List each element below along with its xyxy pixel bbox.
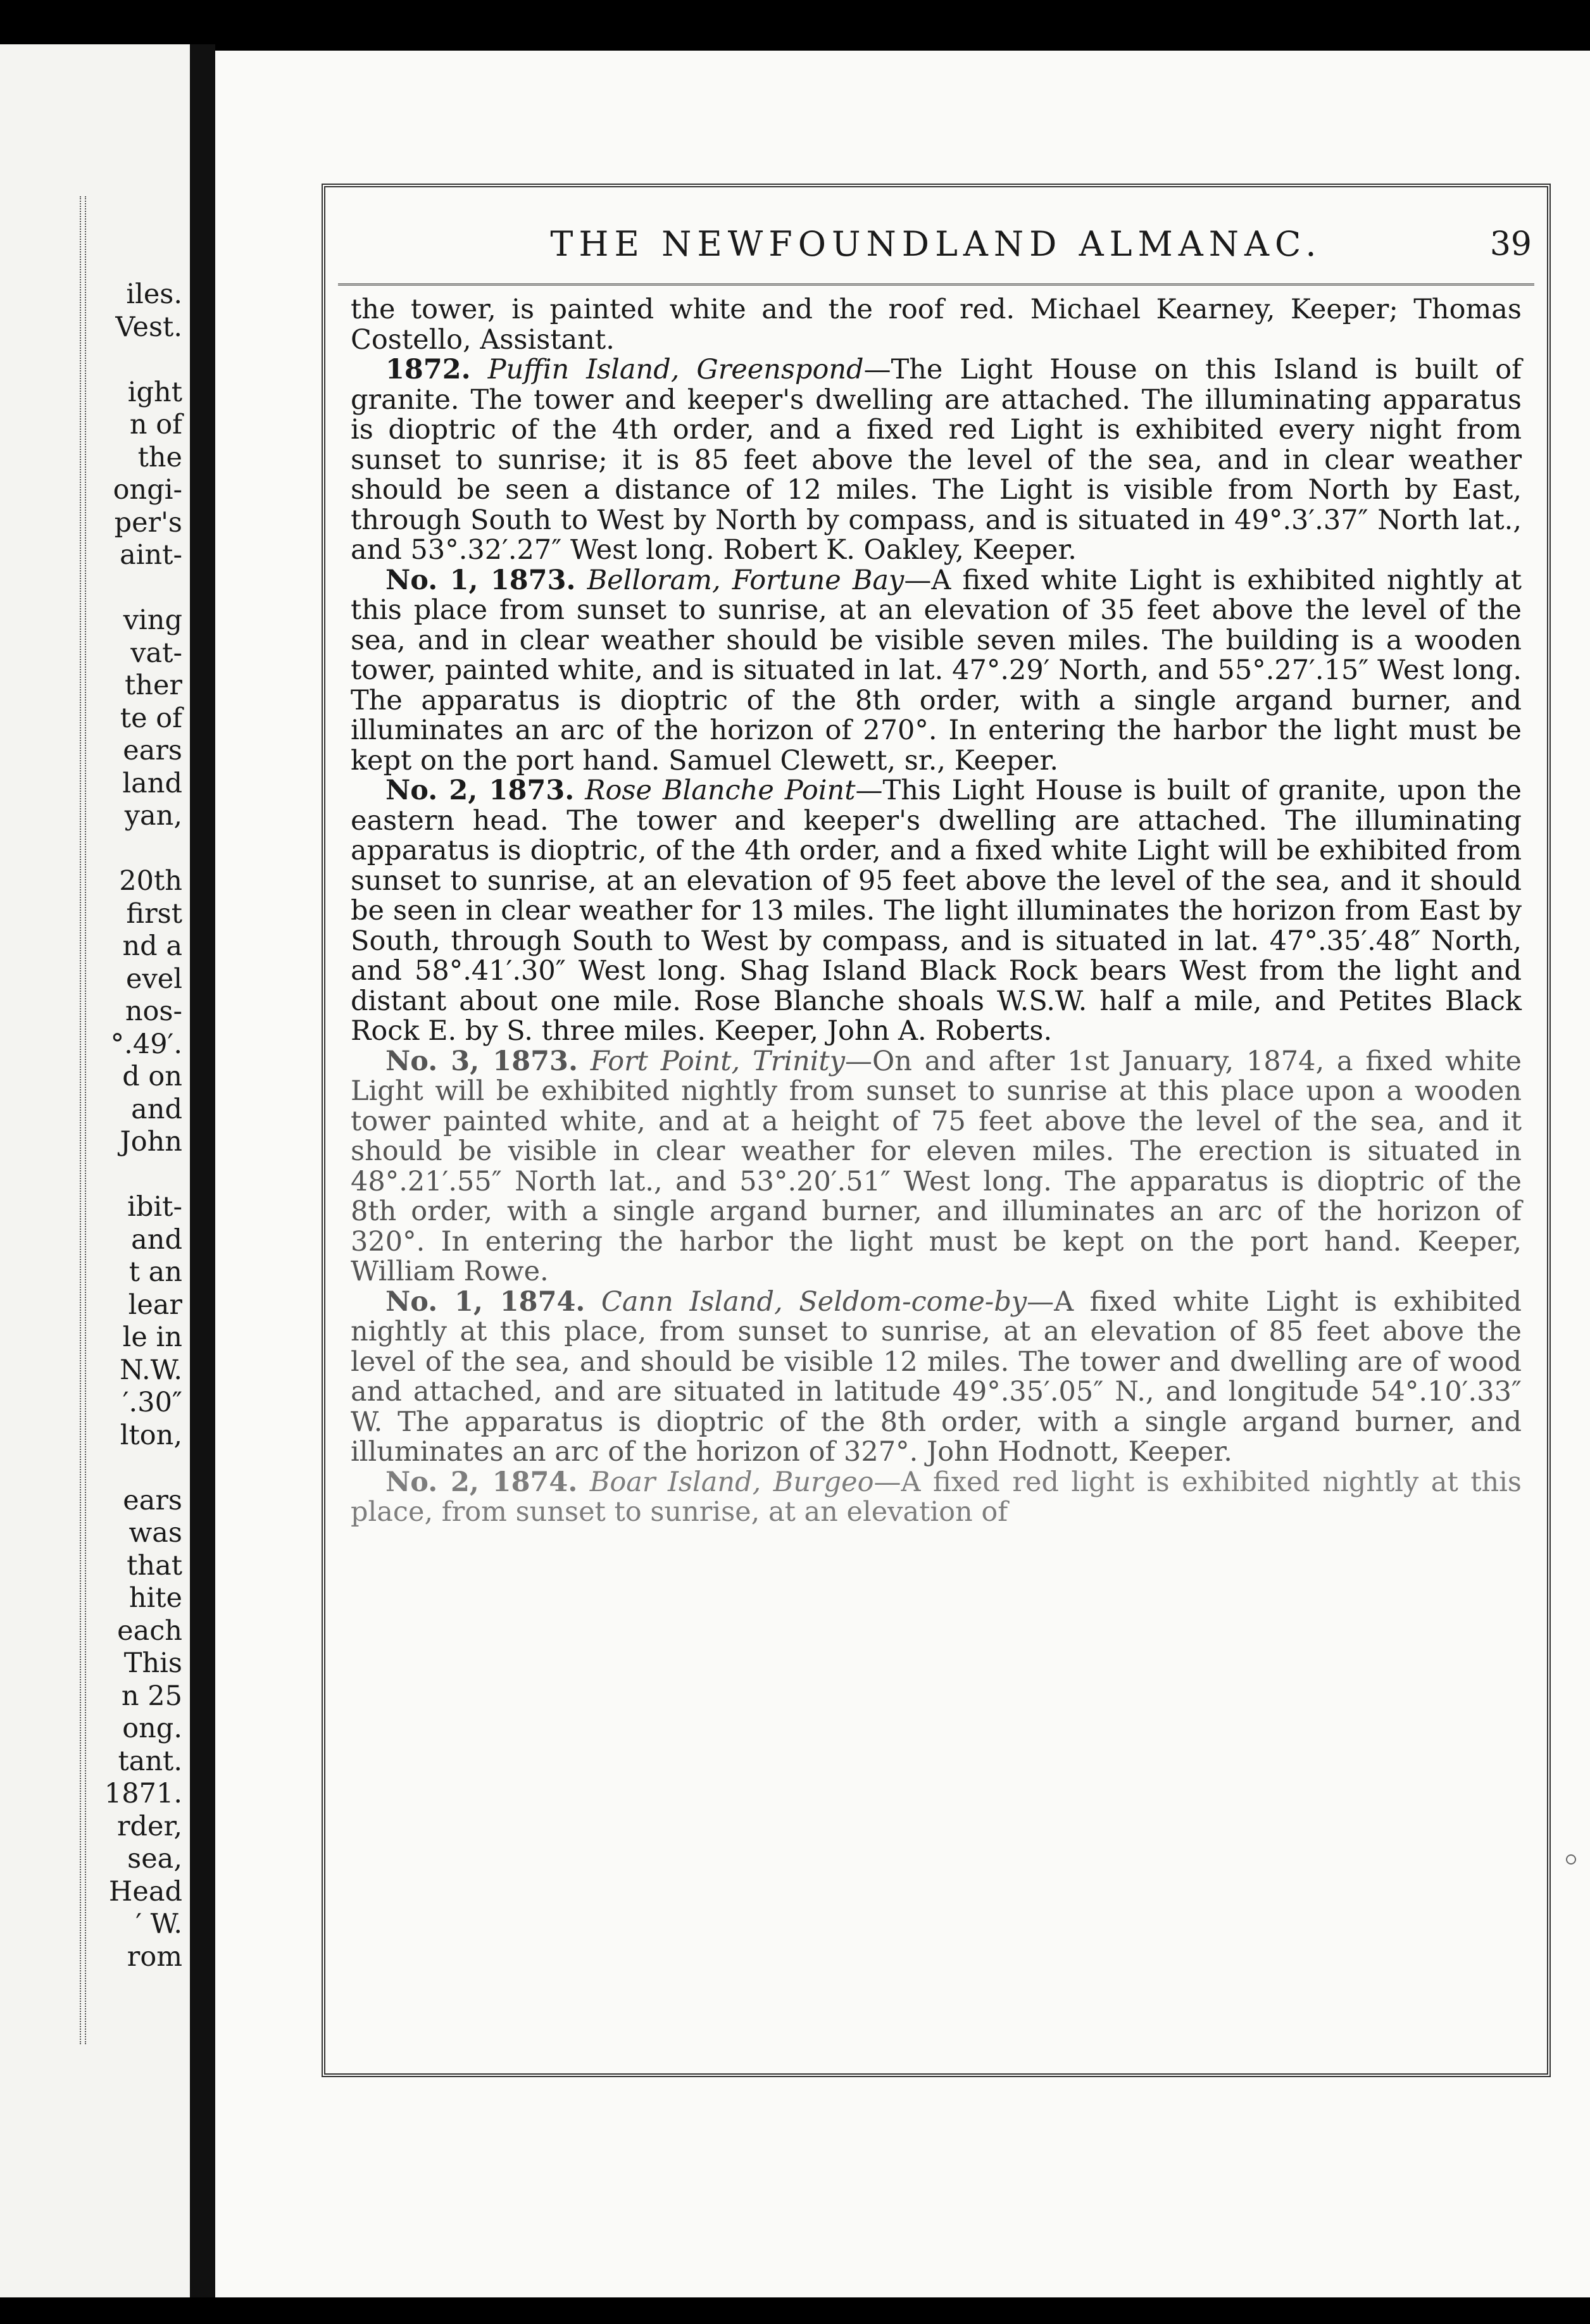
- entry-number: No. 1, 1873.: [385, 564, 576, 596]
- facing-page-fragment: and: [131, 1223, 182, 1256]
- facing-page-fragment: the: [137, 441, 182, 473]
- page-frame: [322, 184, 1551, 2077]
- entry-number: No. 3, 1873.: [385, 1045, 578, 1077]
- entry-no2-1873: [351, 776, 1522, 1047]
- entry-place: Boar Island, Burgeo: [589, 1466, 874, 1498]
- facing-page-fragment: 1871.: [104, 1778, 182, 1809]
- facing-page-fragment: iles.: [126, 278, 182, 310]
- book-gutter: [190, 44, 215, 2297]
- body-text: [351, 295, 1522, 1528]
- entry-no1-1874: [351, 1287, 1522, 1468]
- facing-page-fragment: sea,: [127, 1843, 182, 1875]
- facing-page-fragment: rder,: [116, 1810, 182, 1842]
- facing-page-fragment: rom: [127, 1940, 182, 1973]
- facing-page-fragment: ther: [125, 670, 182, 701]
- facing-page-fragment: ibit-: [127, 1191, 182, 1223]
- facing-page-fragment: land: [122, 767, 182, 799]
- facing-page-fragment: ong.: [122, 1713, 182, 1744]
- entry-number: No. 2, 1873.: [385, 775, 575, 806]
- facing-page-fragment: evel: [126, 963, 182, 995]
- entry-text: the tower, is painted white and the roof red. Michael Kearney, Keeper; Thomas Costello, Assistant.: [351, 294, 1522, 356]
- facing-page-fragment: nos-: [125, 996, 182, 1027]
- facing-page-fragment: that: [127, 1549, 182, 1582]
- facing-page-fragment: Head: [108, 1875, 182, 1908]
- entry-text: —A fixed red light is exhibited nightly at this place, from sunset to sunrise, at an elevation of: [351, 1466, 1522, 1528]
- facing-page-fragment: This: [123, 1647, 182, 1679]
- facing-page-fragment: per's: [114, 506, 182, 539]
- facing-page-fragment: [104, 344, 182, 377]
- facing-page-fragment: °.49′.: [110, 1028, 182, 1060]
- facing-page-fragment: ight: [127, 376, 182, 408]
- running-head: THE NEWFOUNDLAND ALMANAC.: [550, 224, 1322, 264]
- header-rule: [338, 284, 1534, 285]
- entry-place: Cann Island, Seldom-come-by: [601, 1285, 1027, 1318]
- facing-page-fragment: was: [128, 1517, 182, 1549]
- facing-page-fragment: tant.: [118, 1745, 182, 1777]
- facing-page-fragment: John: [120, 1126, 182, 1158]
- facing-page-fragment: ′ W.: [135, 1908, 182, 1940]
- facing-page-fragment: Vest.: [115, 311, 182, 343]
- facing-page-fragment: [104, 833, 182, 866]
- page-number: 39: [1489, 225, 1532, 263]
- facing-page-fragment: and: [131, 1093, 182, 1125]
- facing-page-fragment: ongi-: [113, 474, 182, 506]
- facing-page-fragment: aint-: [120, 539, 182, 571]
- facing-page-fragment: 20th: [119, 865, 182, 897]
- entry-place: Puffin Island, Greenspond: [487, 354, 864, 385]
- entry-no1-1873: [351, 566, 1522, 777]
- facing-page-fragment: first: [126, 897, 182, 930]
- facing-page-fragment: n 25: [121, 1680, 182, 1712]
- almanac-page: [215, 51, 1590, 2297]
- entry-text: —A fixed white Light is exhibited nightly at this place from sunset to sunrise, at an elevation of 35 feet above the level of the sea, and in clear weather should be visible seven miles. The building is a wooden tower, painted white, and is situated in lat. 47°.29′ North, and 55°.27′.15″ West long. The apparatus is dioptric of the 8th order, with a single argand burner, and illuminates an arc of the horizon of 270°. In entering the harbor the light must be kept on the port hand. Samuel Clewett, sr., Keeper.: [351, 564, 1522, 777]
- entry-no3-1873: [351, 1047, 1522, 1287]
- facing-page-fragment: le in: [122, 1321, 182, 1353]
- facing-page-fragment: ears: [123, 1484, 182, 1516]
- entry-number: No. 1, 1874.: [385, 1285, 585, 1318]
- entry-number: No. 2, 1874.: [385, 1466, 578, 1498]
- facing-page-fragment: [104, 572, 182, 605]
- entry-place: Fort Point, Trinity: [590, 1045, 846, 1077]
- facing-page-fragment: nd a: [122, 930, 182, 962]
- facing-page-fragment: hite: [128, 1582, 182, 1614]
- entry-continuation: [351, 295, 1522, 355]
- facing-page-fragment: ving: [123, 604, 182, 636]
- entry-text: —The Light House on this Island is built of granite. The tower and keeper's dwelling are attached. The illuminating apparatus is dioptric of the 4th order, and a fixed red Light is exhibited every night from sunset to sunrise; it is 85 feet above the level of the sea, and in clear weather should be seen a distance of 12 miles. The Light is visible from North by East, through South to West by North by compass, and is situated in 49°.3′.37″ North lat., and 53°.32′.27″ West long. Robert K. Oakley, Keeper.: [351, 354, 1522, 566]
- facing-page-fragment: d on: [122, 1061, 182, 1092]
- facing-page: [0, 44, 190, 2297]
- entry-text: —On and after 1st January, 1874, a fixed white Light will be exhibited nightly from sunset to sunrise at this place upon a wooden tower painted white, and at a height of 75 feet above the level of the sea, and it should be visible in clear weather for eleven miles. The erection is situated in 48°.21′.55″ North lat., and 53°.20′.51″ West long. The apparatus is dioptric of the 8th order, with a single argand burner, and illuminates an arc of the horizon of 320°. In entering the harbor the light must be kept on the port hand. Keeper, William Rowe.: [351, 1045, 1522, 1287]
- facing-page-fragment: N.W.: [120, 1354, 182, 1386]
- facing-page-fragment: yan,: [124, 800, 182, 832]
- facing-page-text: [104, 278, 182, 1973]
- facing-page-rule: [80, 196, 86, 2044]
- facing-page-fragment: [104, 1452, 182, 1485]
- entry-1872: [351, 355, 1522, 566]
- facing-page-fragment: ′.30″: [122, 1387, 182, 1418]
- facing-page-fragment: t an: [128, 1256, 182, 1288]
- entry-place: Rose Blanche Point: [585, 775, 856, 806]
- facing-page-fragment: n of: [129, 409, 182, 440]
- facing-page-fragment: lton,: [120, 1419, 182, 1451]
- facing-page-fragment: ears: [123, 735, 182, 766]
- entry-text: —This Light House is built of granite, upon the eastern head. The tower and keeper's dwelling are attached. The illuminating apparatus is dioptric, of the 4th order, and a fixed white Light will be exhibited from sunset to sunrise, at an elevation of 95 feet above the level of the sea, and it should be seen in clear weather for 13 miles. The light illuminates the horizon from East by South, through South to West by compass, and is situated in lat. 47°.35′.48″ North, and 58°.41′.30″ West long. Shag Island Black Rock bears West from the light and distant about one mile. Rose Blanche shoals W.S.W. half a mile, and Petites Black Rock E. by S. three miles. Keeper, John A. Roberts.: [351, 775, 1522, 1047]
- facing-page-fragment: [104, 1159, 182, 1192]
- facing-page-fragment: lear: [128, 1289, 182, 1321]
- entry-text: —A fixed white Light is exhibited nightly at this place, from sunset to sunrise, at an elevation of 85 feet above the level of the sea, and should be visible 12 miles. The tower and dwelling are of wood and attached, and are situated in latitude 49°.35′.05″ N., and longitude 54°.10′.33″ W. The apparatus is dioptric of the 8th order, with a single argand burner, and illuminates an arc of the horizon of 327°. John Hodnott, Keeper.: [351, 1285, 1522, 1468]
- margin-dot: [1566, 1854, 1576, 1865]
- facing-page-fragment: vat-: [130, 637, 182, 669]
- facing-page-fragment: te of: [120, 702, 182, 734]
- entry-place: Belloram, Fortune Bay: [587, 564, 905, 596]
- entry-no2-1874: [351, 1468, 1522, 1528]
- entry-number: 1872.: [385, 354, 471, 385]
- facing-page-fragment: each: [117, 1615, 182, 1647]
